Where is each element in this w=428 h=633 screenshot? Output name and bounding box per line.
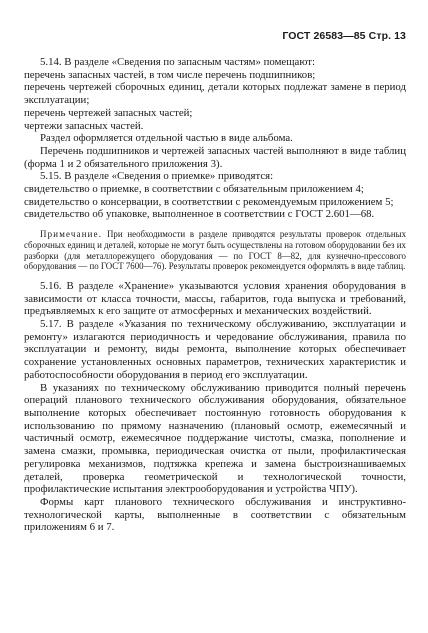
paragraph: Перечень подшипников и чертежей запасных частей выполняют в виде таблиц (форма 1 и 2 обязательного приложения 3). xyxy=(24,144,406,170)
paragraph: чертежи запасных частей. xyxy=(24,119,144,132)
paragraph: перечень чертежей сборочных единиц, детали которых подлежат замене в период эксплуатации; xyxy=(24,81,406,107)
paragraph: Раздел оформляется отдельной частью в виде альбома. xyxy=(40,132,293,145)
paragraph: свидетельство об упаковке, выполненное в соответствии с ГОСТ 2.601—68. xyxy=(24,208,375,221)
paragraph: 5.15. В разделе «Сведения о приемке» приводятся: xyxy=(40,170,274,183)
paragraph: перечень чертежей запасных частей; xyxy=(24,106,193,119)
paragraph: Формы карт планового технического обслуживания и инструктивно-технологической карты, выполненные в соответствии с обязательным приложениям 6 и 7. xyxy=(24,495,406,534)
note-text: При необходимости в разделе приводятся результаты проверок отдельных сборочных единиц и деталей, которые не могут быть осуществлены на готовом оборудовании без их разборки (для металлорежущего оборудования — по ГОСТ 8—82, для кузнечно-прессового оборудования — по ГОСТ 7600—76). Результаты проверок рекомендуется оформлять в виде таблиц. xyxy=(24,229,406,272)
paragraph: перечень запасных частей, в том числе перечень подшипников; xyxy=(24,68,316,81)
paragraph: свидетельство о приемке, в соответствии с обязательным приложением 4; xyxy=(24,183,364,196)
paragraph: 5.17. В разделе «Указания по техническому обслуживанию, эксплуатации и ремонту» излагаются периодичность и чередование обслуживания, правила по эксплуатации и ремонту, виды ремонта, выполнение которых обеспечивает сохранение установленных основных параметров, технических характеристик и работоспособности оборудования в период его эксплуатации. xyxy=(24,318,406,381)
page-header: ГОСТ 26583—85 Стр. 13 xyxy=(282,30,406,42)
section-storage-maintenance xyxy=(24,280,406,534)
paragraph: 5.14. В разделе «Сведения по запасным частям» помещают: xyxy=(40,56,315,68)
paragraph: 5.16. В разделе «Хранение» указываются условия хранения оборудования в зависимости от класса точности, массы, габаритов, года выпуска и требований, предъявляемых к его защите от атмосферных и механических воздействий. xyxy=(24,279,406,318)
paragraph: В указаниях по техническому обслуживанию приводится полный перечень операций планового технического обслуживания оборудования, обязательное выполнение которых обеспечивает постоянную готовность оборудования к использованию по прямому назначению (плановый осмотр, ежемесячный и частичный осмотр, ежемесячное поддержание чистоты, смазка, пополнение и замена смазки, промывка, периодическая очистка от пыли, профилактическая регулировка механизмов, подтяжка крепежа и замена быстроизнашиваемых деталей, проверка геометрической и технологической точности, профилактические испытания электрооборудования и устройства ЧПУ). xyxy=(24,381,406,496)
note-label: Примечание. xyxy=(40,229,103,240)
paragraph: свидетельство о консервации, в соответствии с рекомендуемым приложением 5; xyxy=(24,195,394,208)
section-spare-parts-acceptance xyxy=(24,56,406,221)
page-content xyxy=(24,56,406,534)
note-paragraph xyxy=(24,229,406,272)
